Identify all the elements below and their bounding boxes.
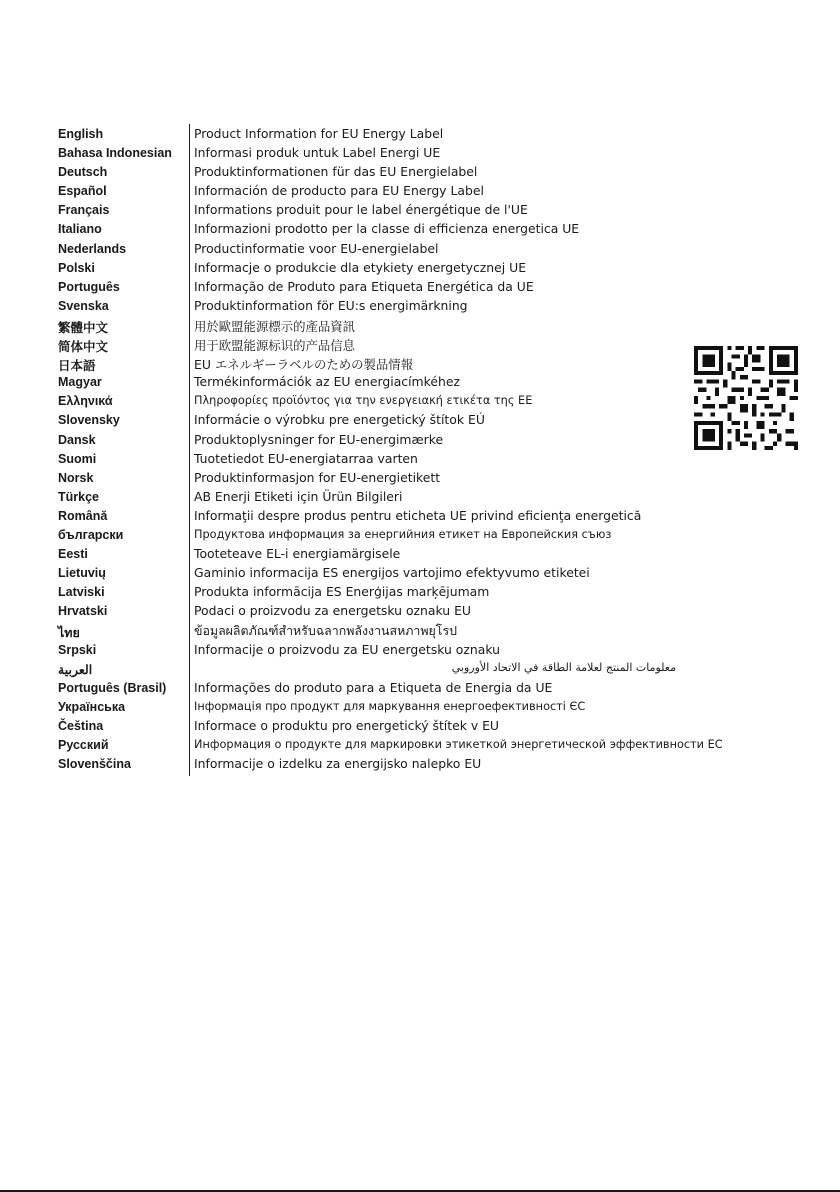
label-description: Produktinformation för EU:s energimärkning [194,297,468,313]
label-description: Produktoplysninger for EU-energimærke [194,431,444,447]
label-description: Produktinformationen für das EU Energielabel [194,164,478,180]
language-name: Magyar [58,375,102,390]
language-name: Eesti [58,547,88,562]
label-description: Informacije o proizvodu za EU energetsku oznaku [194,641,500,657]
language-name: 日本語 [58,359,96,374]
label-description: Termékinformációk az EU energiacímkéhez [194,374,460,390]
language-name: Español [58,184,107,199]
language-name: ไทย [58,626,80,641]
label-description: Информация о продукте для маркировки этикеткой энергетической эффективности ЕС [194,738,723,751]
language-name: العربية [58,662,93,677]
label-description: AB Enerji Etiketi için Ürün Bilgileri [194,488,403,504]
label-description: Informasi produk untuk Label Energi UE [194,145,441,161]
label-description: 用於歐盟能源標示的產品資訊 [194,318,356,334]
label-description: Informations produit pour le label énergétique de l'UE [194,202,528,218]
label-description: Informacje o produkcie dla etykiety energetycznej UE [194,259,527,275]
label-description: Productinformatie voor EU-energielabel [194,240,439,256]
qr-code-icon[interactable] [694,346,798,450]
language-name: български [58,527,124,542]
label-description: Informazioni prodotto per la classe di efficienza energetica UE [194,221,580,237]
language-name: Português (Brasil) [58,680,167,695]
label-description: Podaci o proizvodu za energetsku oznaku EU [194,603,471,619]
label-description: Produkta informācija ES Enerģijas marķējumam [194,584,490,600]
label-description: Tuotetiedot EU-energiatarraa varten [194,450,418,466]
language-name: Bahasa Indonesian [58,146,172,161]
label-description: Інформація про продукт для маркування енергоефективності ЄС [194,699,586,713]
language-name: Polski [58,260,95,275]
language-name: 繁體中文 [58,320,109,335]
label-description: Informácie o výrobku pre energetický štítok EÚ [194,412,485,428]
language-name: Ελληνικά [58,394,113,409]
label-description: Πληροφορίες προϊόντος για την ενεργειακή ετικέτα της ΕΕ [194,394,533,408]
label-description: Informação de Produto para Etiqueta Energética da UE [194,278,534,294]
language-name: Nederlands [58,241,127,256]
language-name: Türkçe [58,489,99,504]
language-name: Slovenščina [58,757,131,772]
language-name: Srpski [58,642,97,657]
column-divider [189,124,190,776]
language-name: Norsk [58,470,94,485]
label-description: 用于欧盟能源标识的产品信息 [194,338,356,354]
language-name: Dansk [58,432,96,447]
label-description: EU エネルギーラベルのための製品情報 [194,357,414,373]
label-description: Tooteteave EL-i energiamärgisele [194,546,401,562]
label-description: Produktinformasjon for EU-energietikett [194,469,441,485]
language-name: Latviski [58,585,105,600]
label-description: Gaminio informacija ES energijos vartojimo efektyvumo etiketei [194,565,590,581]
language-name: Русский [58,738,109,752]
language-name: 简体中文 [58,340,109,355]
language-name: Deutsch [58,165,108,180]
label-description: Informacije o izdelku za energijsko nalepko EU [194,756,482,772]
label-description: Продуктова информация за енергийния етикет на Европейския съюз [194,527,612,541]
language-name: Українська [58,699,126,714]
language-name: Hrvatski [58,604,108,619]
language-name: Čeština [58,718,104,733]
label-description: معلومات المنتج لعلامة الطاقة في الاتحاد الأوروبي [451,660,676,674]
language-name: English [58,127,104,141]
label-description: Informace o produktu pro energetický štítek v EU [194,717,500,733]
label-description: Informações do produto para a Etiqueta de Energia da UE [194,679,553,695]
language-name: Italiano [58,222,102,237]
language-name: Română [58,508,108,523]
language-name: Svenska [58,298,109,313]
language-name: Slovensky [58,413,120,428]
label-description: Product Information for EU Energy Label [194,126,444,141]
language-name: Lietuvių [58,566,106,581]
label-description: Informaţii despre produs pentru eticheta UE privind eficienţa energetică [194,507,642,523]
language-name: Français [58,203,110,218]
label-description: ข้อมูลผลิตภัณฑ์สำหรับฉลากพลังงานสหภาพยุโรป [194,623,457,639]
language-name: Português [58,279,120,294]
language-name: Suomi [58,451,97,466]
label-description: Información de producto para EU Energy Label [194,183,484,199]
